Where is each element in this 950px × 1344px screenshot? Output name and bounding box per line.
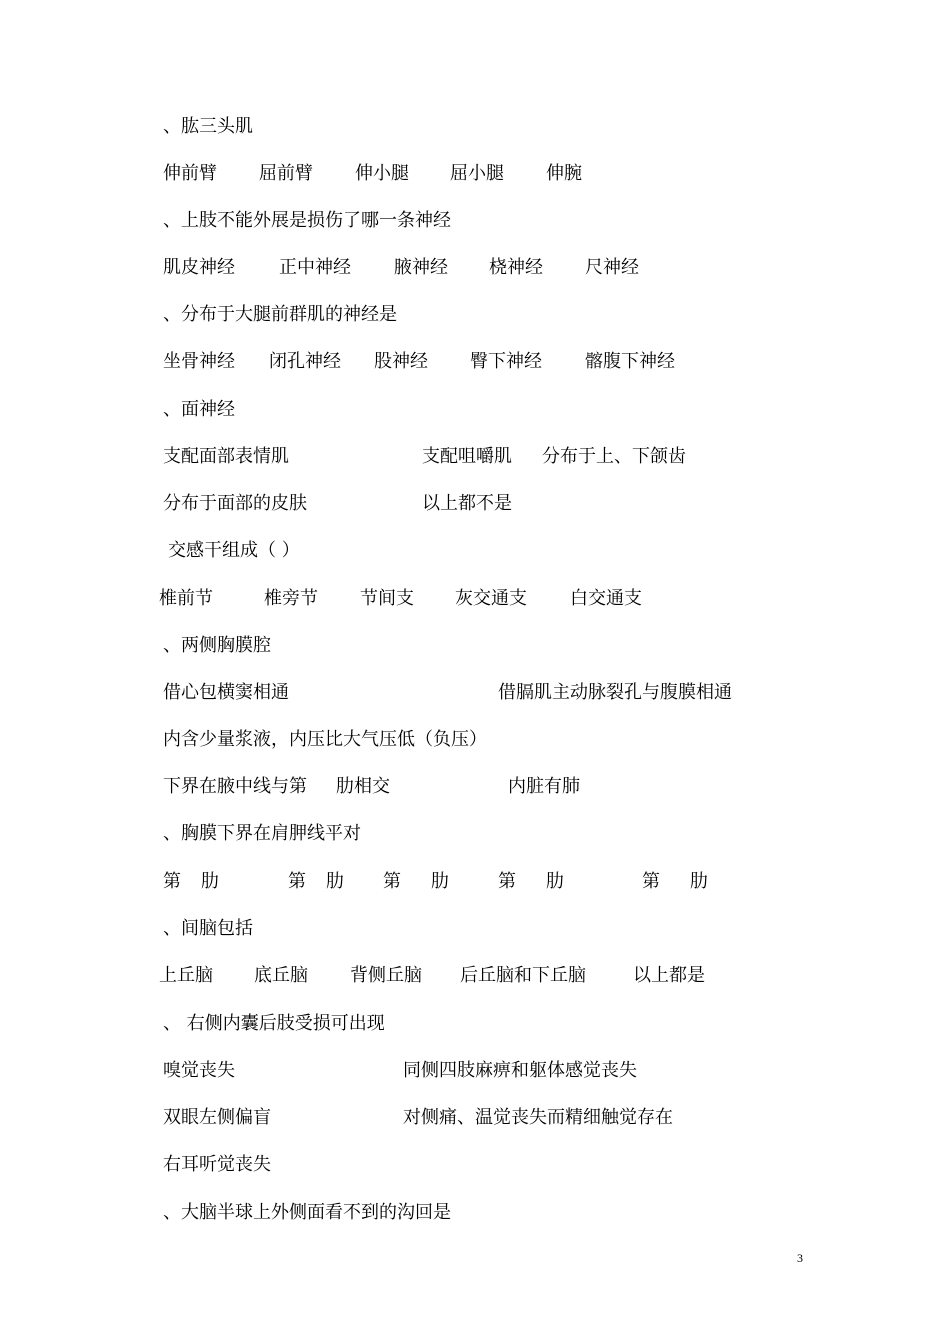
- page-number: 3: [797, 1251, 803, 1265]
- question-stem: 、 右侧内囊后肢受损可出现: [163, 1013, 385, 1034]
- question-stem: 、胸膜下界在肩胛线平对: [163, 823, 361, 844]
- option: 尺神经: [585, 257, 639, 278]
- option: 肋: [201, 871, 219, 892]
- option: 伸前臂: [163, 163, 217, 184]
- question-stem: 、肱三头肌: [163, 116, 253, 137]
- option: 支配面部表情肌: [163, 446, 289, 467]
- option: 内脏有肺: [508, 776, 580, 797]
- option: 以上都不是: [422, 493, 512, 514]
- question-stem: 交感干组成（ ）: [168, 540, 300, 561]
- option: 第: [288, 871, 306, 892]
- option: 臀下神经: [470, 351, 542, 372]
- option: 腋神经: [394, 257, 448, 278]
- option: 第: [383, 871, 401, 892]
- option: 底丘脑: [254, 965, 308, 986]
- option: 伸小腿: [355, 163, 409, 184]
- option: 下界在腋中线与第: [163, 776, 307, 797]
- option: 对侧痛、温觉丧失而精细触觉存在: [403, 1107, 673, 1128]
- option: 嗅觉丧失: [163, 1060, 235, 1081]
- option: 同侧四肢麻痹和躯体感觉丧失: [403, 1060, 637, 1081]
- option: 伸腕: [546, 163, 582, 184]
- option: 肋: [431, 871, 449, 892]
- option: 支配咀嚼肌: [422, 446, 512, 467]
- question-stem: 、面神经: [163, 399, 235, 420]
- option: 屈小腿: [450, 163, 504, 184]
- option: 肋: [326, 871, 344, 892]
- option: 闭孔神经: [269, 351, 341, 372]
- option: 屈前臂: [259, 163, 313, 184]
- option: 以上都是: [633, 965, 705, 986]
- option: 椎前节: [159, 588, 213, 609]
- option: 后丘脑和下丘脑: [460, 965, 586, 986]
- option: 肋: [690, 871, 708, 892]
- option: 双眼左侧偏盲: [163, 1107, 271, 1128]
- option: 肌皮神经: [163, 257, 235, 278]
- option: 上丘脑: [159, 965, 213, 986]
- option: 髂腹下神经: [585, 351, 675, 372]
- option: 背侧丘脑: [350, 965, 422, 986]
- option: 借膈肌主动脉裂孔与腹膜相通: [498, 682, 732, 703]
- option: 股神经: [374, 351, 428, 372]
- question-stem: 、分布于大腿前群肌的神经是: [163, 304, 397, 325]
- option: 灰交通支: [455, 588, 527, 609]
- question-stem: 、两侧胸膜腔: [163, 635, 271, 656]
- option: 第: [163, 871, 181, 892]
- option: 内含少量浆液，内压比大气压低（负压）: [163, 729, 487, 750]
- option: 分布于上、下颌齿: [542, 446, 686, 467]
- option: 借心包横窦相通: [163, 682, 289, 703]
- option: 分布于面部的皮肤: [163, 493, 307, 514]
- option: 第: [498, 871, 516, 892]
- option: 椎旁节: [264, 588, 318, 609]
- option: 肋: [546, 871, 564, 892]
- option: 第: [642, 871, 660, 892]
- option: 右耳听觉丧失: [163, 1154, 271, 1175]
- option: 节间支: [360, 588, 414, 609]
- option: 桡神经: [489, 257, 543, 278]
- option: 肋相交: [336, 776, 390, 797]
- option: 正中神经: [279, 257, 351, 278]
- option: 坐骨神经: [163, 351, 235, 372]
- option: 白交通支: [570, 588, 642, 609]
- question-stem: 、上肢不能外展是损伤了哪一条神经: [163, 210, 451, 231]
- question-stem: 、大脑半球上外侧面看不到的沟回是: [163, 1202, 451, 1223]
- question-stem: 、间脑包括: [163, 918, 253, 939]
